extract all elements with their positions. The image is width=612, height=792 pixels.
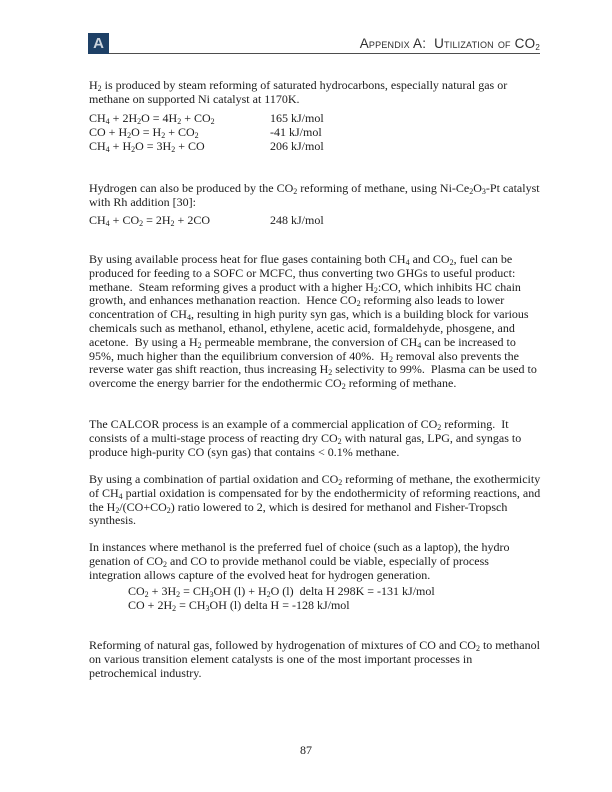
equation-block-methanol-synthesis xyxy=(128,585,541,613)
equation-block-co2-reforming xyxy=(89,214,541,228)
equation-formula: $CH_4 + 2H_2O = 4H_2 + CO_2$ xyxy=(89,111,215,126)
equation-row xyxy=(89,214,541,228)
paragraph-petrochemical: Reforming of natural gas, followed by hydrogenation of mixtures of CO and $CO_2$ to methanol on various transition element catalysts is one of the most important processes in petrochemical industry. xyxy=(89,638,543,680)
appendix-a-logo: A xyxy=(88,33,109,54)
header-rule xyxy=(109,53,540,54)
equation-block-steam-reforming xyxy=(89,112,541,153)
header-title: Appendix A: Utilization of $CO_2$ xyxy=(359,36,540,52)
paragraph-methanol-fuel: In instances where methanol is the preferred fuel of choice (such as a laptop), the hydro genation of $CO_2$ and CO to provide methanol could be viable, especially of process integration allows capture of the evolved heat for hydrogen generation. xyxy=(89,540,513,582)
paragraph-partial-oxidation: By using a combination of partial oxidation and $CO_2$ reforming of methane, the exothermicity of $CH_4$ partial oxidation is compensated for by the endothermicity of reforming reactions, and the $H_2/(CO+CO_2)$ ratio lowered to 2, which is desired for methanol and Fisher-Tropsch synthesis. xyxy=(89,472,544,528)
equation-formula: CO + $H_2O = H_2 + CO_2$ xyxy=(89,124,199,140)
equation-row xyxy=(89,112,541,126)
equation-formula: $CH_4 + CO_2 = 2H_2 + 2CO$ xyxy=(89,213,210,228)
paragraph-process-heat: By using available process heat for flue gases containing both $CH_4$ and $CO_2$, fuel can be produced for feeding to a SOFC or MCFC, thus converting two GHGs to useful product: methane. Steam reforming gives a product with a higher $H_2:CO$, which inhibits HC chain growth, and enhances methanation reaction. Hence $CO_2$ reforming also leads to lower concentration of $CH_4$, resulting in high purity syn gas, which is a building block for various chemicals such as methanol, ethanol, ethylene, acetic acid, formaldehyde, phosgene, and acetone. By using a $H_2$ permeable membrane, the conversion of $CH_4$ can be increased to 95%, much higher than the equilibrium conversion of 40%. $H_2$ removal also prevents the reverse water gas shift reaction, thus increasing $H_2$ selectivity to 99%. Plasma can be used to overcome the energy barrier for the endothermic $CO_2$ reforming of methane. xyxy=(89,252,540,392)
equation-formula: CO + $2H_2 = CH_3OH$ (l) delta H = -128 kJ/mol xyxy=(128,597,350,613)
equation-formula: $CH_4 + H_2O = 3H_2$ + CO xyxy=(89,138,205,154)
equation-row xyxy=(89,140,541,154)
page-number: 87 xyxy=(300,743,312,757)
equation-row xyxy=(89,126,541,140)
paragraph-co2-reforming: Hydrogen can also be produced by the $CO_2$ reforming of methane, using $Ni-Ce_2O_3-Pt$ catalyst with Rh addition [30]: xyxy=(89,181,543,209)
paragraph-calcor-process: The CALCOR process is an example of a commercial application of $CO_2$ reforming. It consists of a multi-stage process of reacting dry $CO_2$ with natural gas, LPG, and syngas to produce high-purity CO (syn gas) that contains < 0.1% methane. xyxy=(89,417,525,459)
equation-row xyxy=(128,599,541,613)
equation-energy: -41 kJ/mol xyxy=(270,124,322,139)
equation-energy: 165 kJ/mol xyxy=(270,111,324,125)
equation-formula: $CO_2 + 3H_2 = CH_3OH$ $(l) + H_2O$ (l) delta H 298K = -131 kJ/mol xyxy=(128,584,435,599)
equation-row xyxy=(128,585,541,599)
equation-energy: 206 kJ/mol xyxy=(270,138,324,153)
paragraph-steam-reforming-intro: $H_2$ is produced by steam reforming of saturated hydrocarbons, especially natural gas or methane on supported Ni catalyst at 1170K. xyxy=(89,78,511,106)
equation-energy: 248 kJ/mol xyxy=(270,213,324,227)
